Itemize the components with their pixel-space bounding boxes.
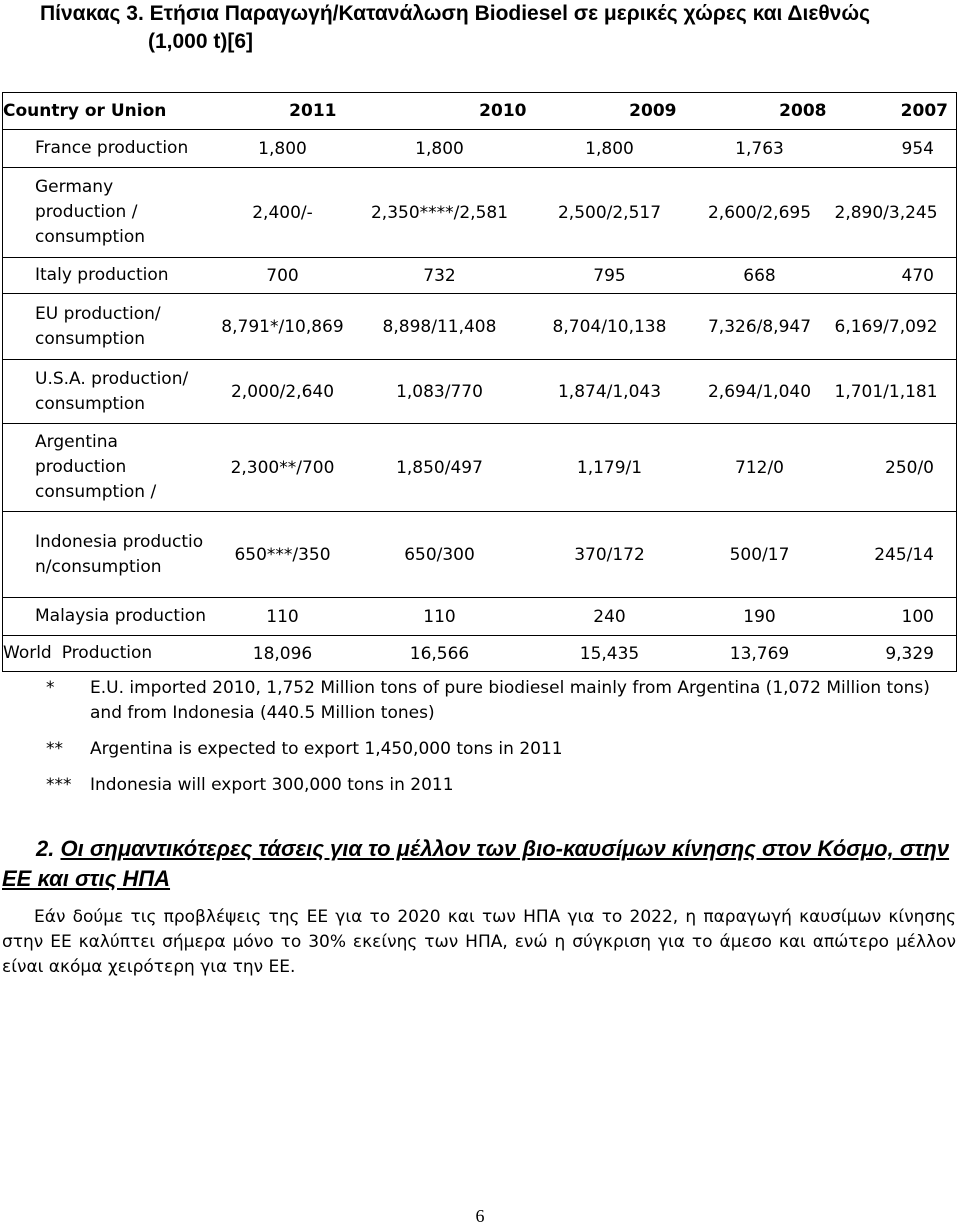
cell: 1,800	[535, 130, 685, 168]
cell: 2,500/2,517	[535, 168, 685, 258]
cell: 8,704/10,138	[535, 294, 685, 360]
caption-line-2: (1,000 t)[6]	[148, 30, 254, 53]
cell: 650***/350	[221, 512, 345, 598]
cell: 1,083/770	[345, 360, 535, 424]
table-row	[3, 512, 957, 598]
cell: 954	[835, 130, 957, 168]
cell: 2,600/2,695	[685, 168, 835, 258]
cell: 190	[685, 598, 835, 636]
cell: 18,096	[221, 636, 345, 672]
cell: 16,566	[345, 636, 535, 672]
row-label: U.S.A. production/ consumption	[3, 360, 221, 424]
row-label: Malaysia production	[3, 598, 221, 636]
row-label: EU production/ consumption	[3, 294, 221, 360]
cell: 1,800	[345, 130, 535, 168]
header-2009: 2009	[535, 93, 685, 130]
row-label: France production	[3, 130, 221, 168]
caption-line-1: Πίνακας 3. Ετήσια Παραγωγή/Κατανάλωση Biodiesel σε μερικές χώρες και Διεθνώς	[40, 2, 871, 25]
cell: 370/172	[535, 512, 685, 598]
footnote	[46, 773, 956, 798]
page-number: 6	[475, 1206, 485, 1226]
footnote-mark: *	[46, 678, 55, 698]
footnote-text: Argentina is expected to export 1,450,000 tons in 2011	[90, 739, 563, 759]
cell: 668	[685, 258, 835, 294]
cell: 1,179/1	[535, 424, 685, 512]
table-row	[3, 130, 957, 168]
table-row	[3, 424, 957, 512]
row-label: Germany production / consumption	[3, 168, 221, 258]
table-row	[3, 168, 957, 258]
cell: 1,850/497	[345, 424, 535, 512]
footnotes	[46, 676, 956, 809]
cell: 1,800	[221, 130, 345, 168]
cell: 250/0	[835, 424, 957, 512]
cell: 8,898/11,408	[345, 294, 535, 360]
header-2007: 2007	[835, 93, 957, 130]
cell: 240	[535, 598, 685, 636]
footnote	[46, 676, 956, 726]
body-paragraph	[2, 905, 956, 980]
cell: 8,791*/10,869	[221, 294, 345, 360]
header-country: Country or Union	[3, 93, 221, 130]
row-label: Argentina production consumption /	[3, 424, 221, 512]
cell: 500/17	[685, 512, 835, 598]
header-2008: 2008	[685, 93, 835, 130]
footnote-text: Indonesia will export 300,000 tons in 2011	[90, 775, 454, 795]
section-title: Οι σημαντικότερες τάσεις για το μέλλον των βιο-καυσίμων κίνησης στον Κόσμο, στην ΕΕ και στις ΗΠΑ	[2, 836, 950, 891]
cell: 1,874/1,043	[535, 360, 685, 424]
cell: 100	[835, 598, 957, 636]
production-label: Production	[61, 643, 153, 663]
cell: 2,000/2,640	[221, 360, 345, 424]
table-caption	[40, 0, 960, 56]
table-row	[3, 360, 957, 424]
row-label	[3, 636, 221, 672]
footnote-mark: **	[46, 739, 63, 759]
cell: 1,701/1,181	[835, 360, 957, 424]
cell: 13,769	[685, 636, 835, 672]
cell: 2,890/3,245	[835, 168, 957, 258]
cell: 2,300**/700	[221, 424, 345, 512]
cell: 470	[835, 258, 957, 294]
world-label: World	[3, 643, 52, 663]
cell: 732	[345, 258, 535, 294]
footnote-mark: ***	[46, 775, 72, 795]
cell: 110	[345, 598, 535, 636]
row-label: Italy production	[3, 258, 221, 294]
table-row	[3, 598, 957, 636]
cell: 650/300	[345, 512, 535, 598]
cell: 7,326/8,947	[685, 294, 835, 360]
cell: 795	[535, 258, 685, 294]
cell: 9,329	[835, 636, 957, 672]
footnote	[46, 737, 956, 762]
table-header-row	[3, 93, 957, 130]
header-2010: 2010	[345, 93, 535, 130]
cell: 2,350****/2,581	[345, 168, 535, 258]
section-number: 2.	[36, 836, 55, 861]
header-2011: 2011	[221, 93, 345, 130]
section-heading	[2, 834, 958, 894]
paragraph-text: Εάν δούμε τις προβλέψεις της ΕΕ για το 2020 και των ΗΠΑ για το 2022, η παραγωγή καυσίμων κίνησης στην ΕΕ καλύπτει σήμερα μόνο το 30% εκείνης των ΗΠΑ, ενώ η σύγκριση για το άμεσο και απώτερο μέλλον είναι ακόμα χειρότερη για την ΕΕ.	[2, 907, 956, 977]
cell: 2,694/1,040	[685, 360, 835, 424]
cell: 2,400/-	[221, 168, 345, 258]
table-row	[3, 636, 957, 672]
row-label: Indonesia production/consumption	[3, 512, 221, 598]
cell: 1,763	[685, 130, 835, 168]
cell: 712/0	[685, 424, 835, 512]
table-row	[3, 294, 957, 360]
cell: 15,435	[535, 636, 685, 672]
cell: 700	[221, 258, 345, 294]
cell: 245/14	[835, 512, 957, 598]
table-row	[3, 258, 957, 294]
cell: 6,169/7,092	[835, 294, 957, 360]
footnote-text: E.U. imported 2010, 1,752 Million tons of pure biodiesel mainly from Argentina (1,072 Million tons) and from Indonesia (440.5 Million tones)	[90, 678, 930, 723]
biodiesel-table	[2, 92, 957, 672]
cell: 110	[221, 598, 345, 636]
